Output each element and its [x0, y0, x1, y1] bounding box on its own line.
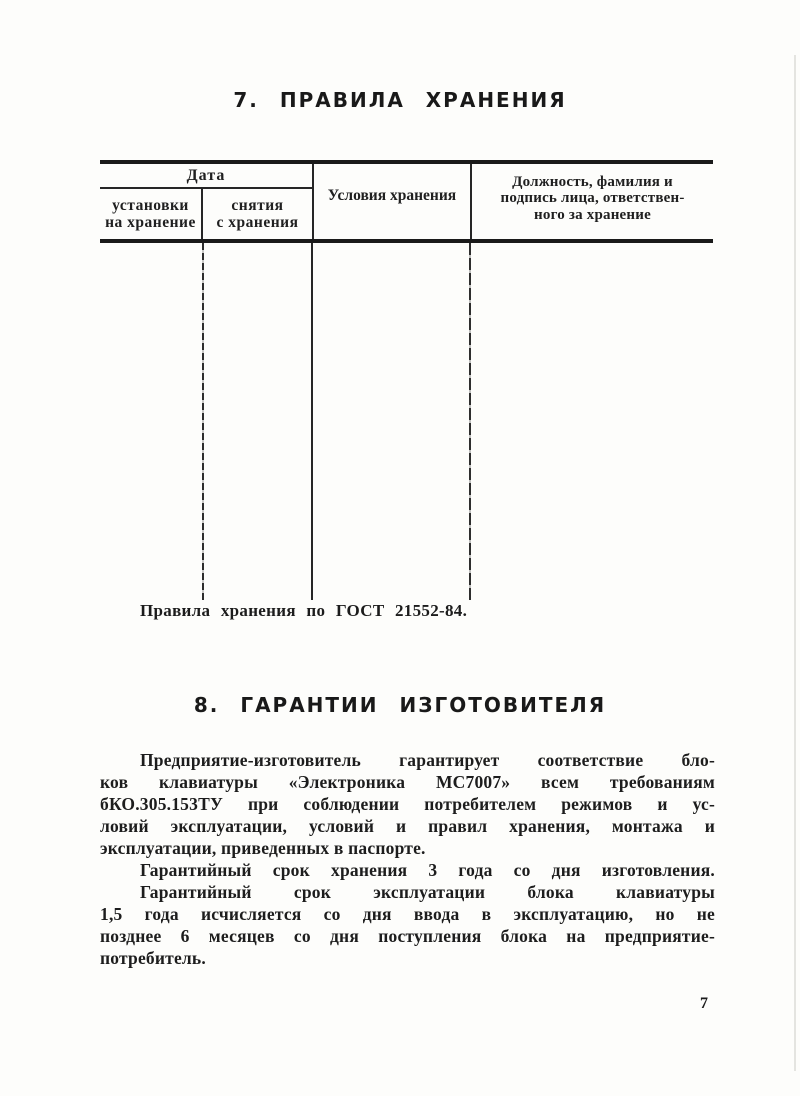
- warranty-text-line: 1,5 года исчисляется со дня ввода в эксплуатацию, но не: [100, 904, 715, 924]
- column-header-install: [100, 189, 203, 239]
- warranty-text-line: позднее 6 месяцев со дня поступления блока на предприятие-: [100, 926, 715, 946]
- column-header-person-line1: Должность, фамилия и: [512, 173, 673, 190]
- column-header-install-line1: установки: [112, 197, 189, 214]
- table-rule-vertical-2: [311, 243, 313, 600]
- storage-table-empty-rows: [100, 243, 713, 600]
- section-7-heading: 7. ПРАВИЛА ХРАНЕНИЯ: [233, 88, 567, 112]
- warranty-text-line: потребитель.: [100, 948, 206, 968]
- date-group-header: Дата: [100, 164, 312, 189]
- column-header-conditions: Условия хранения: [312, 164, 470, 239]
- storage-table: [100, 160, 713, 600]
- table-rule-vertical-3: [469, 243, 471, 600]
- column-header-removal: [203, 189, 312, 239]
- column-header-person-line2: подпись лица, ответствен-: [500, 190, 685, 207]
- warranty-text-line: Гарантийный срок хранения 3 года со дня изготовления.: [140, 860, 715, 880]
- storage-table-header: [100, 160, 713, 243]
- warranty-text-line: Предприятие-изготовитель гарантирует соответствие бло-: [140, 750, 715, 770]
- column-header-removal-line2: с хранения: [216, 214, 299, 231]
- column-header-person: [470, 164, 713, 239]
- warranty-text-line: Гарантийный срок эксплуатации блока клавиатуры: [140, 882, 715, 902]
- warranty-text-line: бКО.305.153ТУ при соблюдении потребителем режимов и ус-: [100, 794, 715, 814]
- column-header-person-line3: ного за хранение: [534, 206, 651, 223]
- section-8-heading: 8. ГАРАНТИИ ИЗГОТОВИТЕЛЯ: [193, 693, 607, 717]
- storage-gost-note: Правила хранения по ГОСТ 21552-84.: [140, 601, 468, 620]
- column-header-install-line2: на хранение: [105, 214, 196, 231]
- date-subcolumns: [100, 189, 312, 239]
- table-rule-vertical-1: [202, 243, 204, 600]
- warranty-text-line: эксплуатации, приведенных в паспорте.: [100, 838, 426, 858]
- scan-edge-artifact: [794, 55, 796, 1071]
- warranty-text-line: ков клавиатуры «Электроника МС7007» всем требованиям: [100, 772, 715, 792]
- warranty-text: [100, 749, 715, 969]
- warranty-text-line: ловий эксплуатации, условий и правил хранения, монтажа и: [100, 816, 715, 836]
- page-number: 7: [700, 995, 708, 1012]
- date-column-group: [100, 164, 312, 239]
- column-header-removal-line1: снятия: [231, 197, 284, 214]
